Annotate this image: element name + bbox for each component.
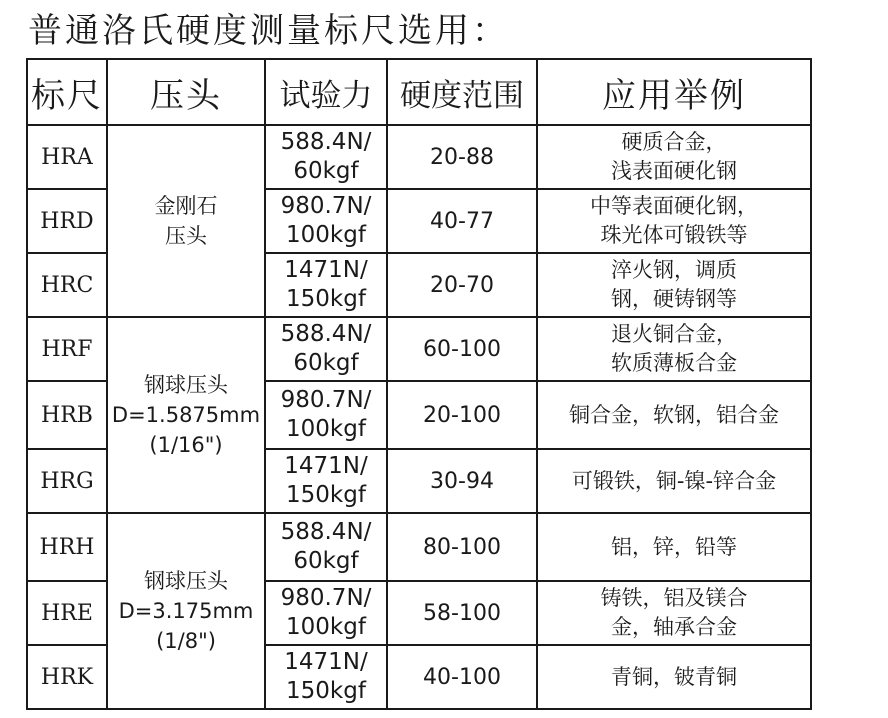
table-row — [27, 513, 811, 581]
application-line: 钢，硬铸钢等 — [611, 287, 737, 311]
application-cell — [537, 125, 811, 189]
rockwell-scale-table — [26, 58, 812, 710]
scale-cell: HRA — [27, 125, 107, 189]
force-cell — [265, 189, 387, 253]
application-line: 青铜，铍青铜 — [611, 664, 737, 689]
force-cell — [265, 253, 387, 317]
application-line: 可锻铁，铜-镍-锌合金 — [571, 468, 777, 493]
force-line: 100kgf — [286, 416, 366, 442]
force-line: 60kgf — [293, 350, 359, 376]
force-cell — [265, 513, 387, 581]
application-cell — [537, 581, 811, 645]
header-scale: 标尺 — [27, 59, 107, 125]
force-line: 60kgf — [293, 158, 359, 184]
scale-cell: HRG — [27, 449, 107, 513]
scale-cell: HRE — [27, 581, 107, 645]
range-cell: 30-94 — [387, 449, 537, 513]
force-cell — [265, 645, 387, 709]
indenter-line: 钢球压头 — [144, 569, 228, 593]
force-line: 980.7N/ — [280, 193, 372, 219]
application-cell — [537, 317, 811, 381]
force-line: 980.7N/ — [280, 387, 372, 413]
scale-cell: HRK — [27, 645, 107, 709]
application-line: 珠光体可锻铁等 — [600, 223, 748, 247]
indenter-line: 压头 — [165, 224, 207, 248]
indenter-cell — [107, 125, 265, 317]
range-cell: 20-70 — [387, 253, 537, 317]
indenter-line: (1/16") — [149, 433, 223, 457]
application-line: 金，轴承合金 — [611, 615, 737, 639]
force-line: 100kgf — [286, 614, 366, 640]
force-line: 588.4N/ — [280, 519, 372, 545]
table-row — [27, 317, 811, 381]
indenter-cell — [107, 513, 265, 709]
header-range: 硬度范围 — [387, 59, 537, 125]
application-cell — [537, 513, 811, 581]
range-cell: 58-100 — [387, 581, 537, 645]
application-cell — [537, 189, 811, 253]
application-line: 淬火钢，调质 — [611, 258, 737, 282]
scale-cell: HRB — [27, 381, 107, 449]
application-cell — [537, 449, 811, 513]
header-indenter: 压头 — [107, 59, 265, 125]
application-line: 软质薄板合金 — [611, 351, 737, 375]
force-line: 1471N/ — [284, 453, 368, 479]
table-row — [27, 125, 811, 189]
scale-cell: HRF — [27, 317, 107, 381]
application-cell — [537, 381, 811, 449]
table-header-row — [27, 59, 811, 125]
force-line: 1471N/ — [284, 257, 368, 283]
range-cell: 40-77 — [387, 189, 537, 253]
force-line: 60kgf — [293, 548, 359, 574]
indenter-line: 金刚石 — [154, 194, 218, 218]
indenter-cell — [107, 317, 265, 513]
application-line: 铸铁，铝及镁合 — [600, 586, 748, 610]
force-cell — [265, 581, 387, 645]
force-line: 150kgf — [286, 678, 366, 704]
force-line: 150kgf — [286, 482, 366, 508]
force-line: 150kgf — [286, 286, 366, 312]
indenter-line: D=3.175mm — [118, 599, 254, 623]
scale-cell: HRD — [27, 189, 107, 253]
application-cell — [537, 253, 811, 317]
range-cell: 20-100 — [387, 381, 537, 449]
force-line: 980.7N/ — [280, 585, 372, 611]
header-force: 试验力 — [265, 59, 387, 125]
force-cell — [265, 317, 387, 381]
header-application: 应用举例 — [537, 59, 811, 125]
application-cell — [537, 645, 811, 709]
application-line: 硬质合金， — [621, 130, 727, 154]
application-line: 退火铜合金， — [611, 322, 737, 346]
range-cell: 60-100 — [387, 317, 537, 381]
application-line: 铜合金，软钢，铝合金 — [569, 402, 779, 427]
force-line: 588.4N/ — [280, 321, 372, 347]
application-line: 浅表面硬化钢 — [611, 159, 737, 183]
force-line: 588.4N/ — [280, 129, 372, 155]
force-cell — [265, 381, 387, 449]
application-line: 铝，锌，铅等 — [611, 534, 737, 559]
scale-cell: HRC — [27, 253, 107, 317]
indenter-line: 钢球压头 — [144, 373, 228, 397]
range-cell: 80-100 — [387, 513, 537, 581]
force-line: 1471N/ — [284, 649, 368, 675]
indenter-line: D=1.5875mm — [111, 403, 261, 427]
scale-cell: HRH — [27, 513, 107, 581]
force-cell — [265, 449, 387, 513]
range-cell: 20-88 — [387, 125, 537, 189]
indenter-line: (1/8") — [156, 629, 216, 653]
application-line: 中等表面硬化钢， — [590, 194, 758, 218]
range-cell: 40-100 — [387, 645, 537, 709]
force-cell — [265, 125, 387, 189]
force-line: 100kgf — [286, 222, 366, 248]
page-title: 普通洛氏硬度测量标尺选用： — [28, 11, 509, 51]
